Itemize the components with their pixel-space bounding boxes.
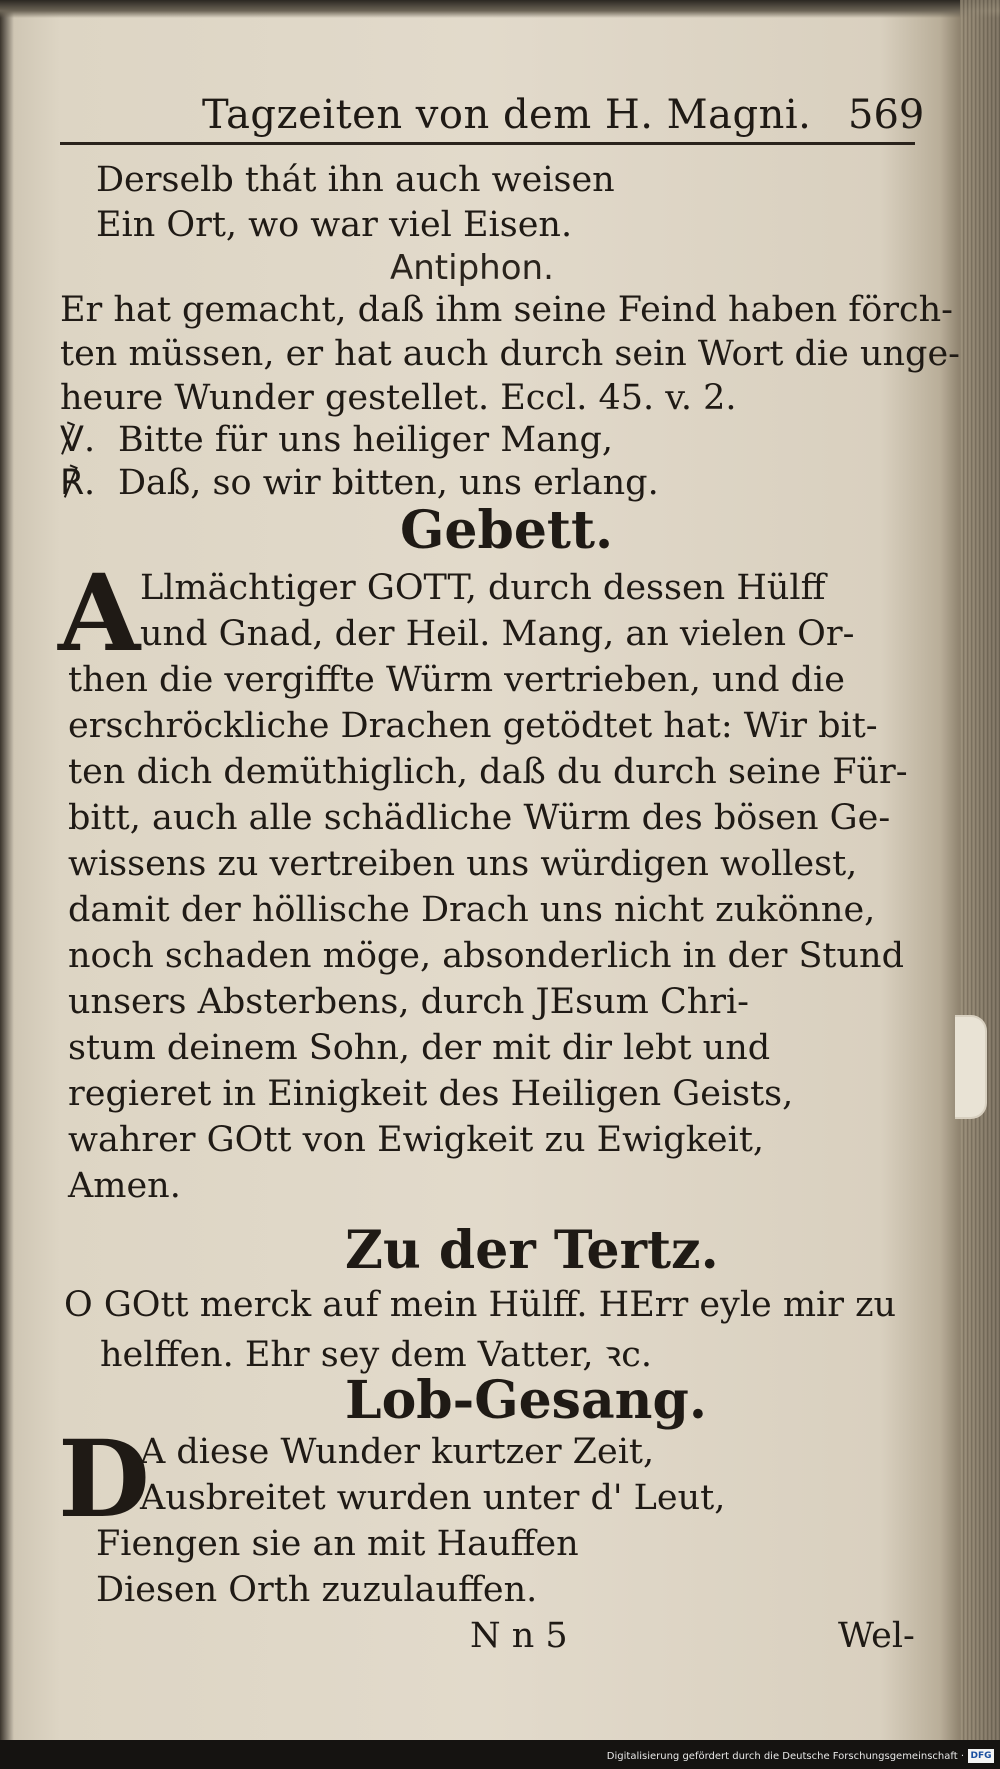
terz-line: O GOtt merck auf mein Hülff. HErr eyle mir zu [64, 1285, 897, 1325]
terz-heading: Zu der Tertz. [345, 1220, 719, 1281]
verse-line: Ein Ort, wo war viel Eisen. [96, 205, 573, 245]
hymn-heading: Lob-Gesang. [345, 1370, 707, 1431]
page-top-shadow [0, 0, 1000, 18]
versicle-mark: ℣. [60, 420, 96, 460]
hymn-line: Ausbreitet wurden unter d' Leut, [140, 1478, 726, 1518]
prayer-line: bitt, auch alle schädliche Würm des bösen Ge- [68, 798, 891, 838]
signature-mark: N n 5 [470, 1616, 568, 1656]
verse-line: Derselb thát ihn auch weisen [96, 160, 615, 200]
antiphon-heading: Antiphon. [390, 248, 554, 288]
hymn-line: Fiengen sie an mit Hauffen [96, 1524, 579, 1564]
prayer-line: wahrer GOtt von Ewigkeit zu Ewigkeit, [68, 1120, 765, 1160]
prayer-line: wissens zu vertreiben uns würdigen wollest, [68, 844, 858, 884]
prayer-line: ten dich demüthiglich, daß du durch seine Für- [68, 752, 908, 792]
response-text: Daß, so wir bitten, uns erlang. [118, 463, 659, 503]
prayer-line: Llmächtiger GOTT, durch dessen Hülff [140, 568, 826, 608]
prayer-line: noch schaden möge, absonderlich in der Stund [68, 936, 904, 976]
header-rule [60, 142, 915, 145]
prayer-initial: A [58, 550, 141, 675]
running-header-title: Tagzeiten von dem H. Magni. [202, 92, 812, 138]
dfg-logo: DFG [968, 1749, 994, 1763]
prayer-line: erschröckliche Drachen getödtet hat: Wir bit- [68, 706, 878, 746]
prayer-heading: Gebett. [400, 500, 614, 561]
page-number: 569 [848, 92, 925, 138]
prayer-line: then die vergiffte Würm vertrieben, und die [68, 660, 845, 700]
prayer-line: stum deinem Sohn, der mit dir lebt und [68, 1028, 771, 1068]
antiphon-line: ten müssen, er hat auch durch sein Wort die unge- [60, 334, 960, 374]
catchword: Wel- [838, 1616, 915, 1656]
prayer-line: Amen. [68, 1166, 181, 1206]
antiphon-line: Er hat gemacht, daß ihm seine Feind haben förch- [60, 290, 953, 330]
prayer-line: damit der höllische Drach uns nicht zukönne, [68, 890, 876, 930]
response-mark: ℟. [60, 463, 96, 503]
prayer-line: und Gnad, der Heil. Mang, an vielen Or- [140, 614, 855, 654]
hymn-line: Diesen Orth zuzulauffen. [96, 1570, 538, 1610]
hymn-line: A diese Wunder kurtzer Zeit, [140, 1432, 655, 1472]
page-edges-stack [960, 0, 1000, 1769]
prayer-line: unsers Absterbens, durch JEsum Chri- [68, 982, 750, 1022]
prayer-line: regieret in Einigkeit des Heiligen Geists, [68, 1074, 794, 1114]
hymn-initial: D [58, 1416, 150, 1541]
digitization-credit: Digitalisierung gefördert durch die Deutsche Forschungsgemeinschaft · [606, 1751, 964, 1762]
antiphon-line: heure Wunder gestellet. Eccl. 45. v. 2. [60, 378, 737, 418]
versicle-text: Bitte für uns heiliger Mang, [118, 420, 613, 460]
terz-line: helffen. Ehr sey dem Vatter, ꝛc. [100, 1335, 652, 1375]
bookmark-ribbon [955, 1015, 987, 1119]
